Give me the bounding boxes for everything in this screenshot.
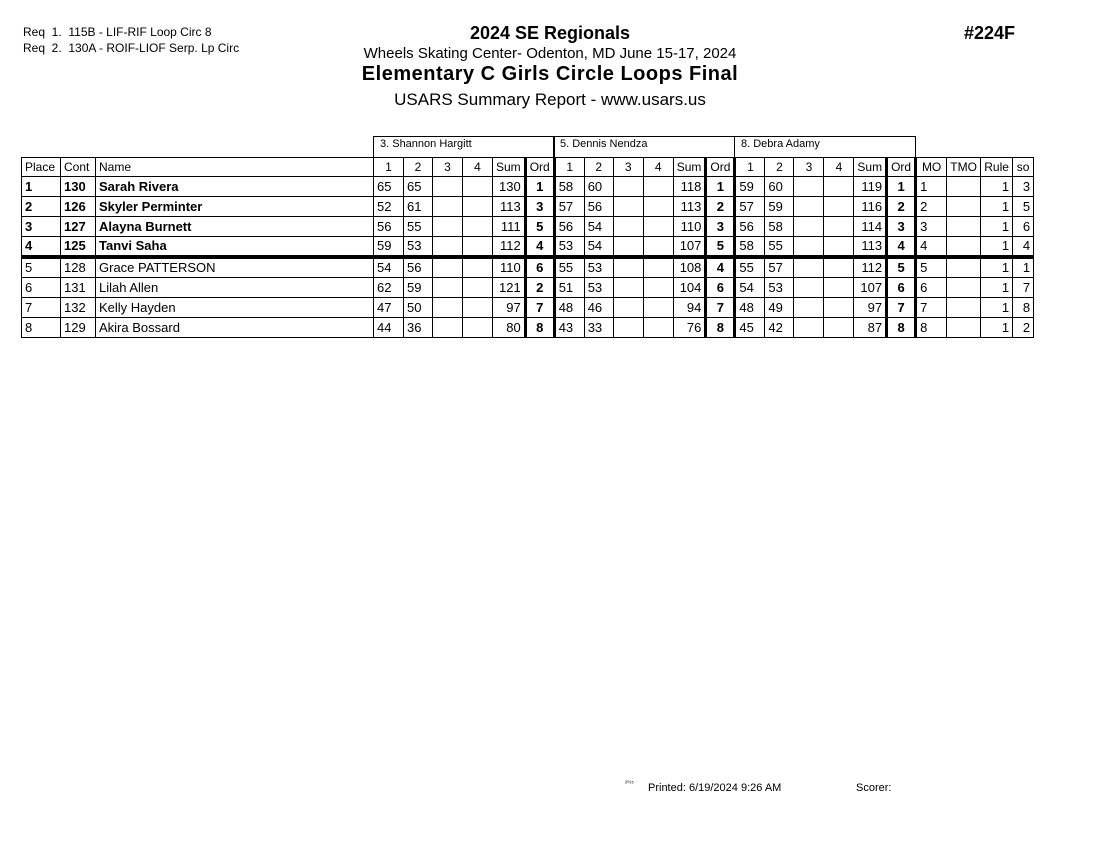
score-cell (794, 298, 824, 318)
place-cell: 3 (22, 217, 61, 237)
score-cell: 44 (374, 318, 404, 338)
score-cell: 56 (374, 217, 404, 237)
scorer-label: Scorer: (856, 782, 892, 794)
sum-cell: 110 (673, 217, 706, 237)
score-cell: 58 (554, 177, 584, 197)
tmo-cell (947, 298, 981, 318)
score-cell (794, 197, 824, 217)
sum-cell: 108 (673, 257, 706, 278)
score-cell: 53 (554, 237, 584, 258)
score-cell: 48 (554, 298, 584, 318)
table-row (22, 298, 1034, 318)
rule-cell: 1 (981, 278, 1013, 298)
so-cell: 5 (1013, 197, 1034, 217)
ordinal-cell: 3 (887, 217, 916, 237)
so-cell: 8 (1013, 298, 1034, 318)
score-cell: 58 (765, 217, 794, 237)
sum-cell: 118 (673, 177, 706, 197)
ordinal-cell: 1 (706, 177, 735, 197)
header-ord: Ord (525, 158, 554, 177)
score-cell: 56 (735, 217, 765, 237)
score-cell: 61 (404, 197, 433, 217)
rule-cell: 1 (981, 237, 1013, 258)
header-name: Name (96, 158, 374, 177)
sum-cell: 113 (493, 197, 526, 217)
so-cell: 2 (1013, 318, 1034, 338)
header-score-2: 2 (765, 158, 794, 177)
score-cell (643, 177, 673, 197)
ordinal-cell: 2 (706, 197, 735, 217)
score-cell (643, 217, 673, 237)
sum-cell: 97 (493, 298, 526, 318)
table-row (22, 237, 1034, 258)
ordinal-cell: 6 (525, 257, 554, 278)
ordinal-cell: 7 (887, 298, 916, 318)
score-cell: 65 (404, 177, 433, 197)
sum-cell: 97 (854, 298, 887, 318)
score-cell: 48 (735, 298, 765, 318)
score-cell (794, 257, 824, 278)
score-cell (613, 298, 643, 318)
header-sum: Sum (673, 158, 706, 177)
score-cell (794, 318, 824, 338)
printed-timestamp: Printed: 6/19/2024 9:26 AM (648, 782, 782, 794)
score-cell: 54 (584, 217, 613, 237)
score-cell (463, 217, 493, 237)
sum-cell: 80 (493, 318, 526, 338)
score-cell (824, 217, 854, 237)
score-cell: 55 (554, 257, 584, 278)
score-cell: 59 (765, 197, 794, 217)
score-cell: 47 (374, 298, 404, 318)
score-cell (794, 177, 824, 197)
mo-cell: 7 (916, 298, 947, 318)
ordinal-cell: 1 (887, 177, 916, 197)
competition-title: 2024 SE Regionals (469, 23, 631, 43)
place-cell: 8 (22, 318, 61, 338)
score-cell (643, 197, 673, 217)
ordinal-cell: 7 (706, 298, 735, 318)
sum-cell: 113 (854, 237, 887, 258)
score-cell: 55 (404, 217, 433, 237)
sum-cell: 110 (493, 257, 526, 278)
ordinal-cell: 8 (525, 318, 554, 338)
score-cell: 62 (374, 278, 404, 298)
event-number: #224F (964, 23, 1016, 43)
header-score-4: 4 (463, 158, 493, 177)
venue-line: Wheels Skating Center- Odenton, MD June 15-17, 2024 (363, 45, 737, 62)
name-cell: Grace PATTERSON (96, 257, 374, 278)
so-cell: 4 (1013, 237, 1034, 258)
cont-cell: 127 (61, 217, 96, 237)
header-score-2: 2 (404, 158, 433, 177)
score-cell: 56 (404, 257, 433, 278)
tmo-cell (947, 278, 981, 298)
score-cell: 59 (404, 278, 433, 298)
table-row (22, 257, 1034, 278)
cont-cell: 126 (61, 197, 96, 217)
header-score-1: 1 (554, 158, 584, 177)
sum-cell: 87 (854, 318, 887, 338)
score-cell: 51 (554, 278, 584, 298)
score-cell (794, 217, 824, 237)
score-cell: 56 (584, 197, 613, 217)
score-cell: 59 (374, 237, 404, 258)
score-cell (463, 298, 493, 318)
place-cell: 4 (22, 237, 61, 258)
place-cell: 7 (22, 298, 61, 318)
score-cell (613, 197, 643, 217)
name-cell: Akira Bossard (96, 318, 374, 338)
rule-cell: 1 (981, 318, 1013, 338)
score-cell (643, 298, 673, 318)
so-cell: 1 (1013, 257, 1034, 278)
sum-cell: 107 (673, 237, 706, 258)
tmo-cell (947, 177, 981, 197)
header-score-4: 4 (643, 158, 673, 177)
score-cell: 53 (584, 278, 613, 298)
place-cell: 2 (22, 197, 61, 217)
score-cell (463, 197, 493, 217)
place-cell: 6 (22, 278, 61, 298)
header-score-3: 3 (794, 158, 824, 177)
ordinal-cell: 4 (706, 257, 735, 278)
score-cell (794, 278, 824, 298)
tmo-cell (947, 237, 981, 258)
sum-cell: 114 (854, 217, 887, 237)
score-cell (433, 197, 463, 217)
score-cell (613, 278, 643, 298)
table-row (22, 197, 1034, 217)
place-cell: 5 (22, 257, 61, 278)
score-cell: 36 (404, 318, 433, 338)
judge-header-2: 5. Dennis Nendza (553, 136, 735, 157)
score-cell: 52 (374, 197, 404, 217)
score-cell: 53 (404, 237, 433, 258)
sum-cell: 107 (854, 278, 887, 298)
ordinal-cell: 8 (706, 318, 735, 338)
score-cell: 42 (765, 318, 794, 338)
ordinal-cell: 4 (525, 237, 554, 258)
ordinal-cell: 1 (525, 177, 554, 197)
so-cell: 6 (1013, 217, 1034, 237)
ordinal-cell: 5 (887, 257, 916, 278)
event-title: Elementary C Girls Circle Loops Final (361, 63, 739, 85)
table-header-row (22, 158, 1034, 177)
score-cell: 45 (735, 318, 765, 338)
score-cell: 53 (765, 278, 794, 298)
tmo-cell (947, 318, 981, 338)
score-cell (613, 257, 643, 278)
rule-cell: 1 (981, 177, 1013, 197)
score-cell: 59 (735, 177, 765, 197)
sum-cell: 119 (854, 177, 887, 197)
rule-cell: 1 (981, 217, 1013, 237)
judge-header-1: 3. Shannon Hargitt (373, 136, 555, 157)
score-cell (613, 237, 643, 258)
score-cell (463, 318, 493, 338)
mo-cell: 3 (916, 217, 947, 237)
so-cell: 7 (1013, 278, 1034, 298)
score-cell (824, 298, 854, 318)
header-ord: Ord (706, 158, 735, 177)
name-cell: Skyler Perminter (96, 197, 374, 217)
score-cell (433, 177, 463, 197)
cont-cell: 131 (61, 278, 96, 298)
header-sum: Sum (493, 158, 526, 177)
table-row (22, 177, 1034, 197)
score-cell: 43 (554, 318, 584, 338)
score-cell: 56 (554, 217, 584, 237)
header-score-3: 3 (433, 158, 463, 177)
cont-cell: 130 (61, 177, 96, 197)
results-table (21, 157, 1034, 338)
table-row (22, 278, 1034, 298)
ordinal-cell: 5 (525, 217, 554, 237)
name-cell: Tanvi Saha (96, 237, 374, 258)
name-cell: Lilah Allen (96, 278, 374, 298)
score-cell: 57 (765, 257, 794, 278)
so-cell: 3 (1013, 177, 1034, 197)
table-row (22, 318, 1034, 338)
score-cell: 54 (584, 237, 613, 258)
ordinal-cell: 7 (525, 298, 554, 318)
place-cell: 1 (22, 177, 61, 197)
score-cell (824, 257, 854, 278)
score-cell (613, 217, 643, 237)
score-cell: 54 (735, 278, 765, 298)
table-row (22, 217, 1034, 237)
score-cell: 50 (404, 298, 433, 318)
rule-cell: 1 (981, 298, 1013, 318)
score-cell: 54 (374, 257, 404, 278)
score-cell: 57 (554, 197, 584, 217)
header-score-1: 1 (374, 158, 404, 177)
sum-cell: 113 (673, 197, 706, 217)
mo-cell: 5 (916, 257, 947, 278)
name-cell: Sarah Rivera (96, 177, 374, 197)
ordinal-cell: 3 (525, 197, 554, 217)
rule-cell: 1 (981, 257, 1013, 278)
header-sum: Sum (854, 158, 887, 177)
sum-cell: 112 (854, 257, 887, 278)
form-version-mark: ²⁰¹⁵ (625, 781, 634, 787)
sum-cell: 116 (854, 197, 887, 217)
ordinal-cell: 4 (887, 237, 916, 258)
cont-cell: 128 (61, 257, 96, 278)
requirement-1: Req 1. 115B - LIF-RIF Loop Circ 8 (23, 25, 212, 39)
score-cell: 46 (584, 298, 613, 318)
score-cell (433, 318, 463, 338)
sum-cell: 76 (673, 318, 706, 338)
name-cell: Kelly Hayden (96, 298, 374, 318)
score-cell (824, 197, 854, 217)
tmo-cell (947, 217, 981, 237)
tmo-cell (947, 257, 981, 278)
score-cell (824, 318, 854, 338)
score-cell (463, 177, 493, 197)
header-score-1: 1 (735, 158, 765, 177)
header-place: Place (22, 158, 61, 177)
sum-cell: 112 (493, 237, 526, 258)
header-tmo: TMO (947, 158, 981, 177)
score-cell (613, 318, 643, 338)
header-mo: MO (916, 158, 947, 177)
score-cell (433, 217, 463, 237)
score-cell (433, 257, 463, 278)
score-cell (824, 278, 854, 298)
score-cell (643, 237, 673, 258)
ordinal-cell: 6 (706, 278, 735, 298)
score-cell (794, 237, 824, 258)
header-score-4: 4 (824, 158, 854, 177)
ordinal-cell: 2 (887, 197, 916, 217)
report-title: USARS Summary Report - www.usars.us (394, 90, 706, 109)
score-cell: 57 (735, 197, 765, 217)
mo-cell: 6 (916, 278, 947, 298)
score-cell (433, 237, 463, 258)
header-so: so (1013, 158, 1034, 177)
mo-cell: 8 (916, 318, 947, 338)
header-score-3: 3 (613, 158, 643, 177)
score-cell (463, 257, 493, 278)
score-cell (463, 237, 493, 258)
ordinal-cell: 3 (706, 217, 735, 237)
score-cell (643, 278, 673, 298)
score-cell: 55 (765, 237, 794, 258)
score-cell: 53 (584, 257, 613, 278)
header-score-2: 2 (584, 158, 613, 177)
name-cell: Alayna Burnett (96, 217, 374, 237)
score-cell: 65 (374, 177, 404, 197)
ordinal-cell: 2 (525, 278, 554, 298)
sum-cell: 104 (673, 278, 706, 298)
score-cell: 55 (735, 257, 765, 278)
sum-cell: 94 (673, 298, 706, 318)
score-cell: 49 (765, 298, 794, 318)
score-cell (824, 237, 854, 258)
requirement-2: Req 2. 130A - ROIF-LIOF Serp. Lp Circ (23, 41, 240, 55)
mo-cell: 1 (916, 177, 947, 197)
mo-cell: 4 (916, 237, 947, 258)
rule-cell: 1 (981, 197, 1013, 217)
score-cell (643, 318, 673, 338)
score-cell: 60 (765, 177, 794, 197)
sum-cell: 111 (493, 217, 526, 237)
mo-cell: 2 (916, 197, 947, 217)
score-cell (643, 257, 673, 278)
score-cell (433, 298, 463, 318)
cont-cell: 132 (61, 298, 96, 318)
header-cont: Cont (61, 158, 96, 177)
score-cell: 33 (584, 318, 613, 338)
score-cell: 60 (584, 177, 613, 197)
score-cell (613, 177, 643, 197)
score-cell (463, 278, 493, 298)
ordinal-cell: 5 (706, 237, 735, 258)
score-cell: 58 (735, 237, 765, 258)
header-ord: Ord (887, 158, 916, 177)
tmo-cell (947, 197, 981, 217)
sum-cell: 130 (493, 177, 526, 197)
sum-cell: 121 (493, 278, 526, 298)
cont-cell: 125 (61, 237, 96, 258)
header-rule: Rule (981, 158, 1013, 177)
cont-cell: 129 (61, 318, 96, 338)
ordinal-cell: 8 (887, 318, 916, 338)
score-cell (433, 278, 463, 298)
ordinal-cell: 6 (887, 278, 916, 298)
score-cell (824, 177, 854, 197)
judge-header-3: 8. Debra Adamy (734, 136, 916, 157)
